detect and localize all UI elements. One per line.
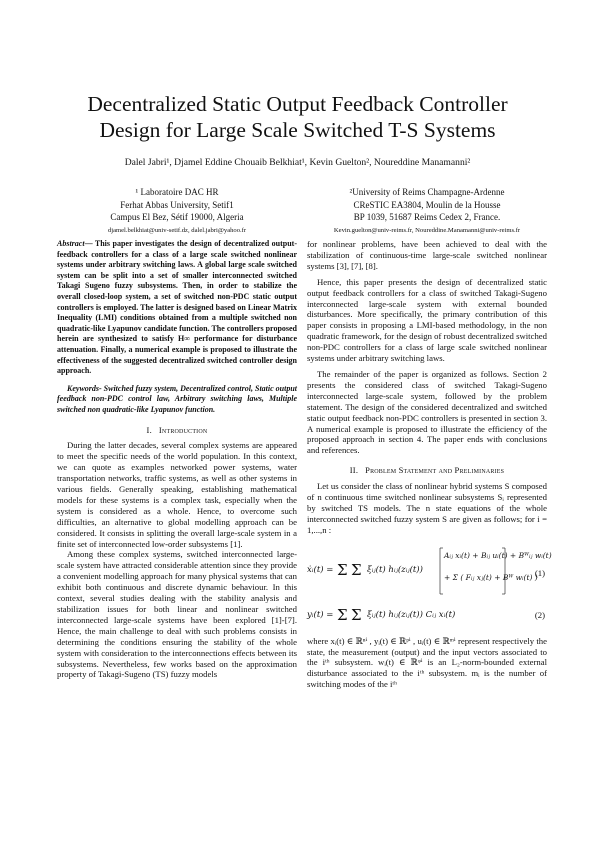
body-paragraph: Let us consider the class of nonlinear hybrid systems S composed of n continuous time switched nonlinear subsystems Sᵢ represented by switched TS models. The n state equations of the whole interconnected switched fuzzy system S are given as follows; for i = 1,...,n : xyxy=(307,481,547,535)
affiliation-address: Campus El Bez, Sétif 19000, Algeria xyxy=(110,212,244,222)
svg-text:+ Σ ( Fᵢⱼ xⱼ(t) + Bᵂ wᵢ(t) ): + Σ ( Fᵢⱼ xⱼ(t) + Bᵂ wᵢ(t) ) xyxy=(444,572,538,582)
body-paragraph: Hence, this paper presents the design of decentralized static output feedback controllers for a class of switched Takagi-Sugeno interconnected large-scale system with external bounded disturbances. More specifically, the primary contribution of this paper consists in proposing a LMI-based methodology, in the non quadratic framework, for the design of robust decentralized switched non-PDC controllers for a class of large scale switched nonlinear systems under arbitrary switching laws. xyxy=(307,276,547,364)
svg-text:ξᵢⱼ(t) hᵢⱼ(zᵢⱼ(t)): ξᵢⱼ(t) hᵢⱼ(zᵢⱼ(t)) xyxy=(367,564,423,575)
body-paragraph: for nonlinear problems, have been achieved to deal with the stabilization of continuous-time large-scale switched nonlinear systems [3], [7], [8]. xyxy=(307,239,547,271)
affiliation-email: djamel.belkhiat@univ-setif.dz, dalel.jabri@yahoo.fr xyxy=(107,226,247,234)
equation-2-graphic xyxy=(307,602,497,628)
equation-number: (1) xyxy=(534,567,545,578)
svg-text:Σ: Σ xyxy=(351,560,362,579)
abstract-label: Abstract xyxy=(57,239,85,248)
affiliation-right xyxy=(302,186,552,237)
svg-text:ẋᵢ(t) =: ẋᵢ(t) = xyxy=(307,564,334,575)
left-column xyxy=(57,239,297,680)
section-heading-introduction xyxy=(57,425,297,436)
abstract xyxy=(57,239,297,377)
abstract-text: — This paper investigates the design of decentralized output-feedback controllers for a class of a large scale switched nonlinear systems under arbitrary switching laws. A global large scale switched system can be split into a set of smaller interconnected switched Takagi Sugeno fuzzy subsystems. Then, in order to stabilize the overall closed-loop system, a set of switched non-PDC static output controllers is employed. The latter is designed based on Linear Matrix Inequality (LMI) conditions obtained from a multiple switched non quadratic-like Lyapunov candidate function. The controllers proposed herein are synthesized to satisfy H∞ performance for disturbance attenuation. Finally, a numerical example is proposed to illustrate the effectiveness of the suggested decentralized switched controller design approach. xyxy=(57,239,297,376)
intro-paragraph: During the latter decades, several complex systems are appeared to meet the specific needs of the world population. In this context, we can quote as examples networked power systems, water transportation networks, traffic systems, as well as other systems in various fields. Generally speaking, establishing mathematical models for these systems is a complex task, especially when the system is considered as a whole. Hence, to overcome such difficulties, an alternative to global modelling approach can be considered. It consists in splitting the overall large-scale system in a finite set of interconnected low-order subsystems [1]. xyxy=(57,440,297,549)
equation-number: (2) xyxy=(534,609,545,620)
author-list: Dalel Jabri¹, Djamel Eddine Chouaib Belkhiat¹, Kevin Guelton², Noureddine Manamanni² xyxy=(124,157,471,168)
affiliation-lab: ¹ Laboratoire DAC HR xyxy=(135,187,219,197)
keywords: Keywords- Switched fuzzy system, Decentralized control, Static output feedback non-PDC control law, Arbitrary switching laws, Multiple switched non quadratic-like Lyapunov function. xyxy=(57,383,298,414)
paper-title xyxy=(40,91,555,143)
equation-1-graphic xyxy=(307,542,552,598)
svg-text:yᵢ(t) =: yᵢ(t) = xyxy=(307,609,334,620)
section-number: I. xyxy=(146,424,152,435)
svg-text:Aᵢⱼ xᵢ(t) + Bᵢⱼ uᵢ(t) + Bᵂᵢⱼ w: Aᵢⱼ xᵢ(t) + Bᵢⱼ uᵢ(t) + Bᵂᵢⱼ wᵢ(t) xyxy=(444,550,552,560)
affiliation-lab: CReSTIC EA3804, Moulin de la Housse xyxy=(353,199,501,210)
affiliation-university: Ferhat Abbas University, Setif1 xyxy=(120,199,234,210)
svg-text:ξᵢⱼ(t) hᵢⱼ(zᵢⱼ(t)) Cᵢⱼ xᵢ(t): ξᵢⱼ(t) hᵢⱼ(zᵢⱼ(t)) Cᵢⱼ xᵢ(t) xyxy=(367,609,456,620)
intro-paragraph: Among these complex systems, switched interconnected large-scale system have attracted considerable attention since they provide a convenient modelling approach for many physical systems that can exhibit both continuous and discrete dynamic behaviour. In this context, several studies dealing with the stability analysis and stabilization issues for both linear and nonlinear switched interconnected large-scale systems have been explored [1]-[7]. Hence, the main challenge to deal with such problems consists in determining the conditions ensuring the stability of the whole system with consideration to the interconnections effects between its subsystems. Nevertheless, few works based on the approximation property of Takagi-Sugeno (TS) fuzzy models xyxy=(57,549,297,680)
affiliation-left xyxy=(52,186,302,237)
affiliation-university: ²University of Reims Champagne-Ardenne xyxy=(349,187,505,197)
section-title: Problem Statement and Preliminaries xyxy=(365,465,505,476)
svg-text:Σ: Σ xyxy=(351,605,362,624)
body-paragraph: The remainder of the paper is organized as follows. Section 2 presents the considered class of switched Takagi-Sugeno interconnected large-scale system, followed by the problem statement. The design of the considered decentralized and switched static output feedback non-PDC controllers is presented in section 3. A numerical example is proposed to illustrate the efficiency of the proposed approach in section 4. The paper ends with conclusions and references. xyxy=(307,368,547,456)
title-line-2: Design for Large Scale Switched T-S Systems xyxy=(99,118,496,142)
right-column xyxy=(307,239,552,690)
section-title: Introduction xyxy=(158,424,208,435)
section-number: II. xyxy=(349,465,359,476)
svg-text:Σ: Σ xyxy=(337,560,348,579)
body-paragraph: where xᵢ(t) ∈ ℝⁿⁱ , yᵢ(t) ∈ ℝᵖⁱ , uᵢ(t) ∈ ℝᵐⁱ represent respectively the state, the measurement (output) and the input vectors associated to the iᵗʰ subsystem. wᵢ(t) ∈ ℝᵠⁱ is an L₂-norm-bounded external disturbance associated to the iᵗʰ subsystem. mᵢ is the number of switching modes of the iᵗʰ xyxy=(307,635,547,690)
title-line-1: Decentralized Static Output Feedback Controller xyxy=(87,92,508,116)
affiliation-email: Kevin.guelton@univ-reims.fr, Noureddine.Manamanni@univ-reims.fr xyxy=(333,226,521,234)
equation-1 xyxy=(307,542,552,598)
affiliation-address: BP 1039, 51687 Reims Cedex 2, France. xyxy=(353,212,501,222)
svg-text:Σ: Σ xyxy=(337,605,348,624)
section-heading-problem-statement xyxy=(307,465,547,476)
equation-2 xyxy=(307,602,547,628)
